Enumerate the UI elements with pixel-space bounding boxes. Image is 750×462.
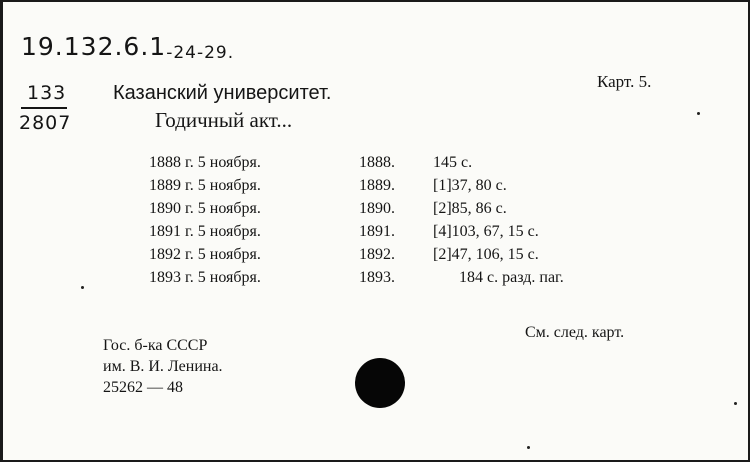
holding-year: 1893.: [359, 269, 395, 286]
library-line: 25262 — 48: [103, 379, 183, 396]
shelf-mark-sub: -24-29.: [166, 43, 235, 63]
ink-stamp-mark: [355, 358, 405, 408]
holding-year: 1890.: [359, 200, 395, 217]
speck-mark: [81, 286, 84, 289]
holding-date: 1891 г. 5 ноября.: [149, 223, 261, 240]
holding-pages: [2]85, 86 с.: [433, 200, 507, 217]
library-line: Гос. б-ка СССР: [103, 337, 208, 354]
speck-mark: [697, 112, 700, 115]
holding-row: [3, 246, 750, 269]
shelf-mark-main: 19.132.6.1: [21, 32, 167, 61]
holding-row: [3, 200, 750, 223]
holding-row: [3, 269, 750, 292]
holding-pages: 145 с.: [433, 154, 473, 171]
see-next-card-note: См. след. карт.: [525, 324, 625, 341]
holding-year: 1888.: [359, 154, 395, 171]
holding-pages: [2]47, 106, 15 с.: [433, 246, 539, 263]
holdings-list: [3, 154, 750, 292]
shelf-mark: [21, 32, 234, 63]
library-line: им. В. И. Ленина.: [103, 358, 223, 375]
speck-mark: [734, 402, 737, 405]
holding-date: 1888 г. 5 ноября.: [149, 154, 261, 171]
holding-row: [3, 177, 750, 200]
holding-date: 1890 г. 5 ноября.: [149, 200, 261, 217]
holding-pages: [4]103, 67, 15 с.: [433, 223, 539, 240]
holding-date: 1893 г. 5 ноября.: [149, 269, 261, 286]
holding-year: 1891.: [359, 223, 395, 240]
library-imprint: [103, 335, 223, 398]
inventory-number-bottom: 2807: [19, 112, 72, 134]
holding-year: 1889.: [359, 177, 395, 194]
holding-row: [3, 154, 750, 177]
institution-heading: Казанский университет.: [113, 82, 332, 104]
speck-mark: [527, 446, 530, 449]
holding-row: [3, 223, 750, 246]
record-title: Годичный акт...: [155, 108, 293, 132]
number-divider: [21, 107, 67, 109]
holding-pages: [1]37, 80 с.: [433, 177, 507, 194]
inventory-number-top: 133: [27, 82, 67, 104]
holding-pages: 184 с. разд. паг.: [459, 269, 564, 286]
card-number: Карт. 5.: [597, 72, 652, 91]
holding-year: 1892.: [359, 246, 395, 263]
holding-date: 1889 г. 5 ноября.: [149, 177, 261, 194]
holding-date: 1892 г. 5 ноября.: [149, 246, 261, 263]
